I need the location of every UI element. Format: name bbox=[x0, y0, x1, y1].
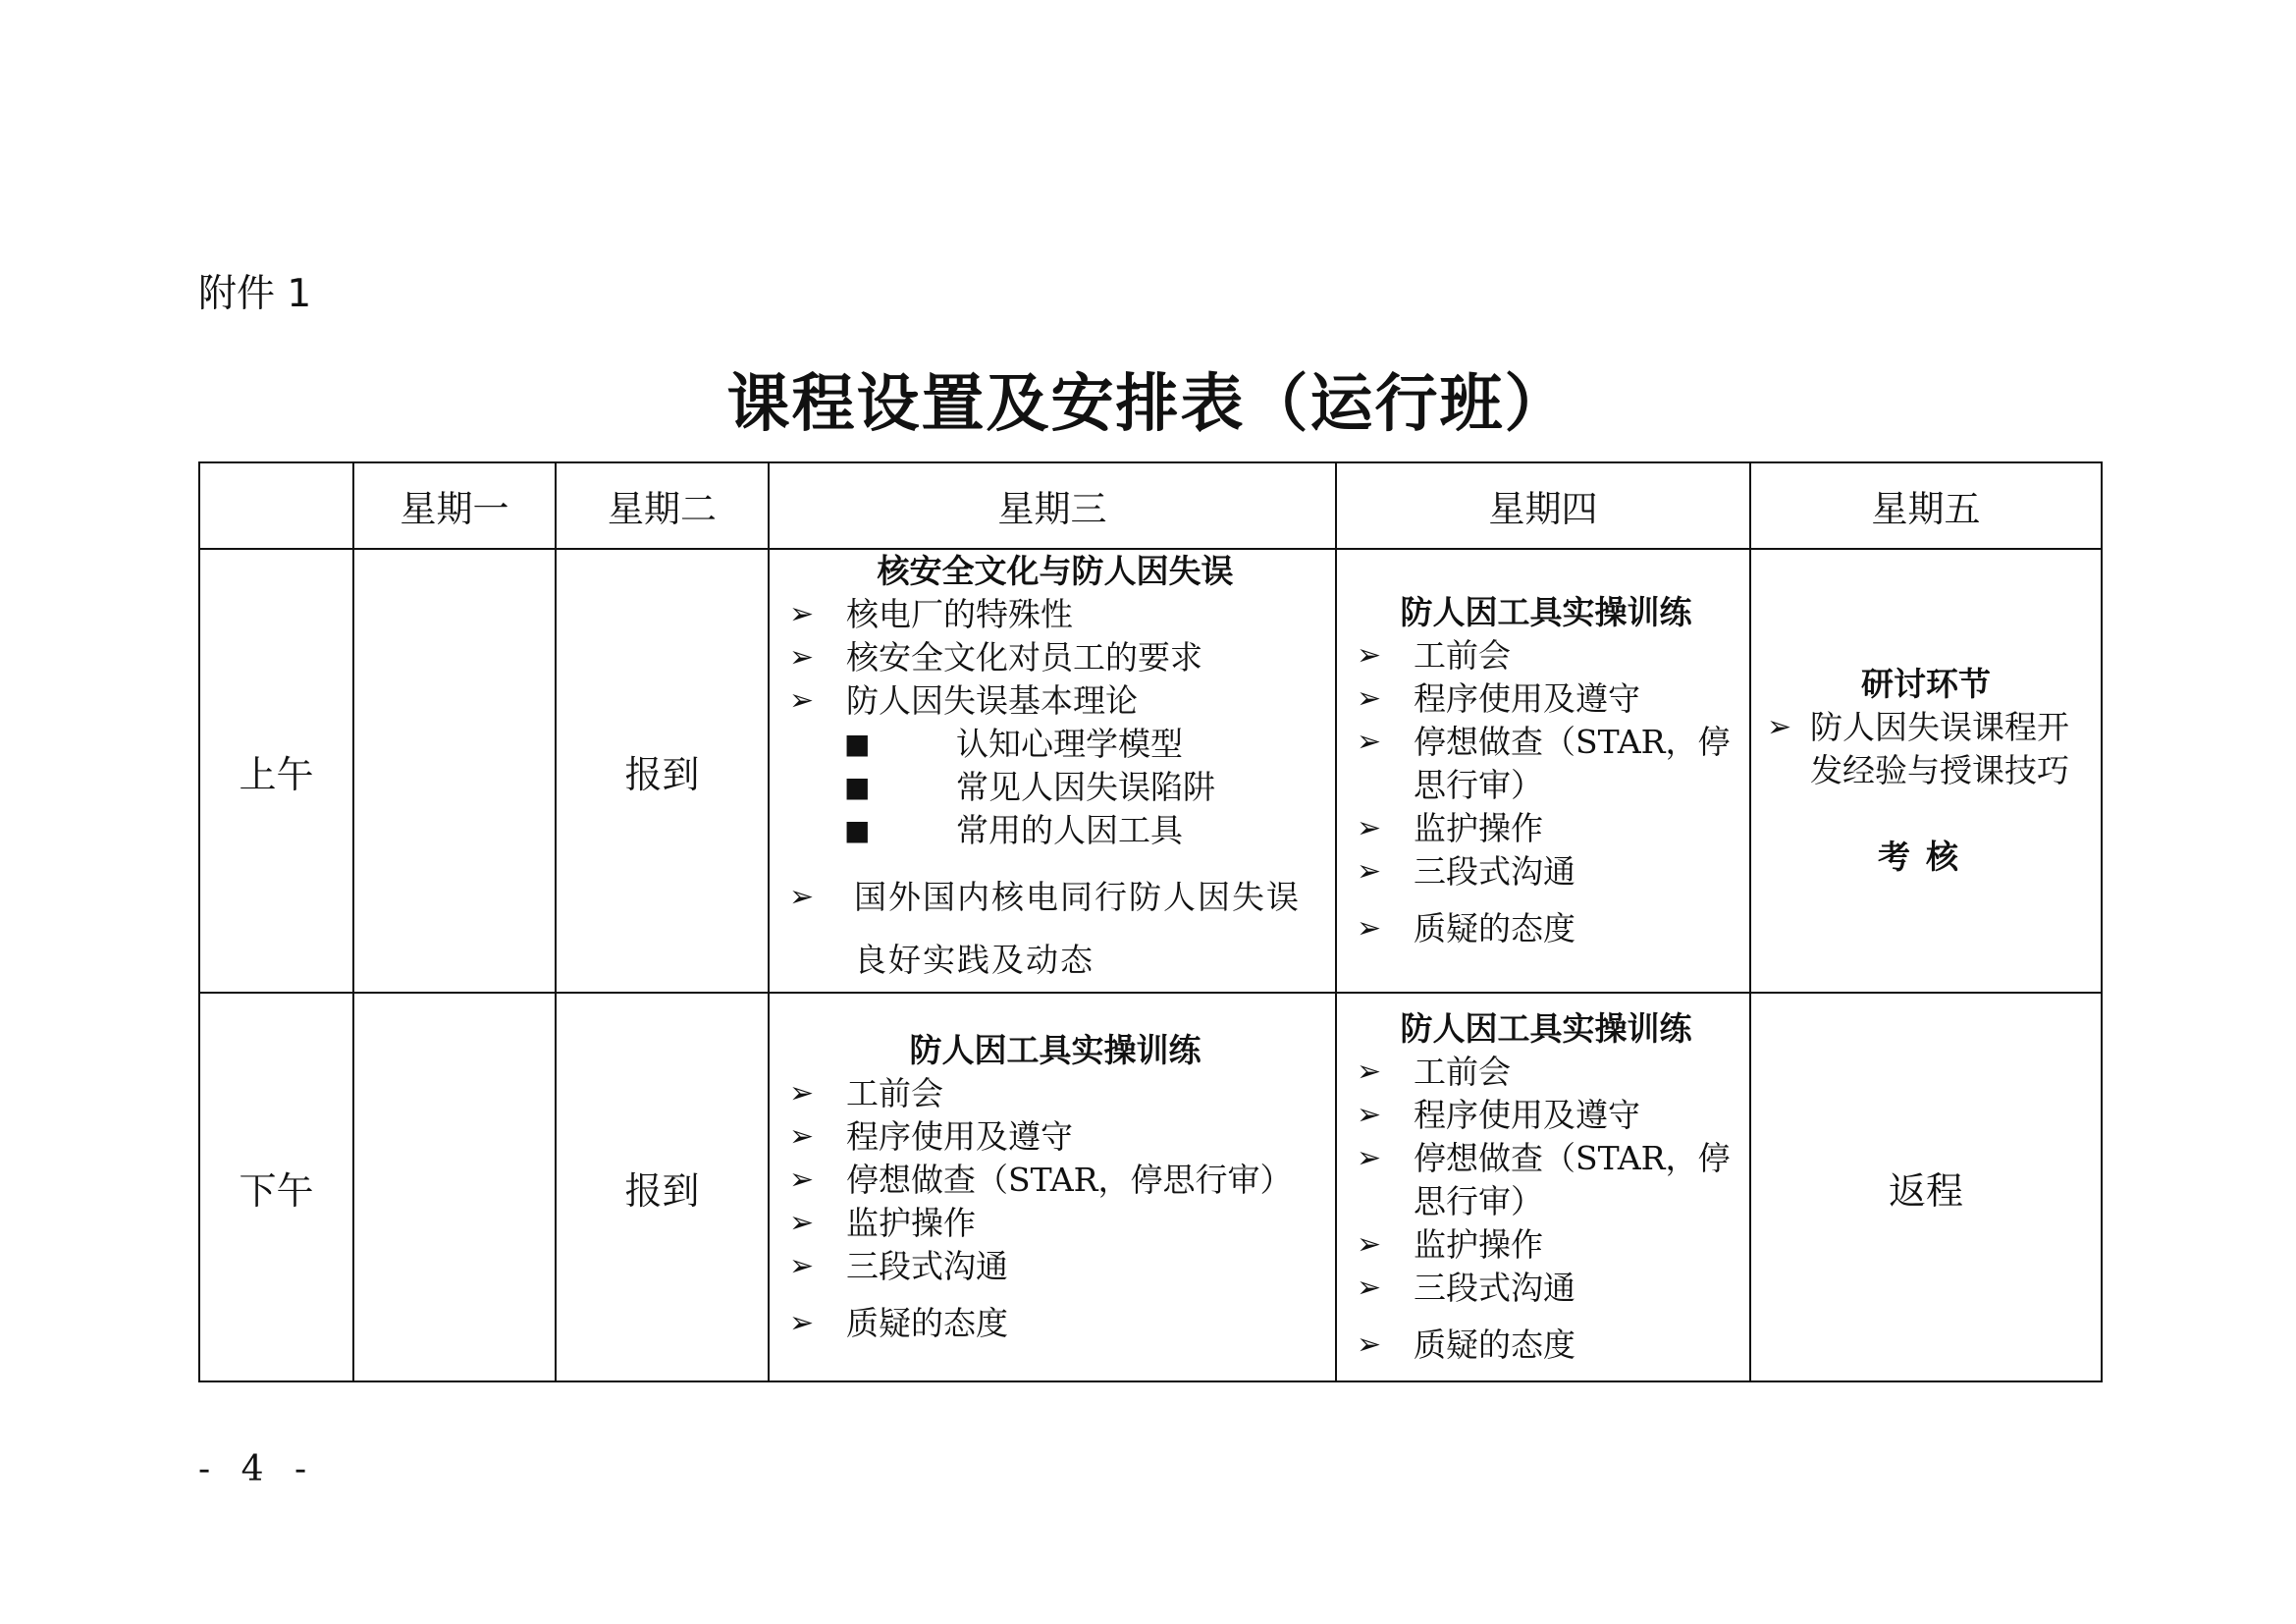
list-item: ➢ 三段式沟通 bbox=[789, 1245, 1321, 1288]
arrow-bullet-icon: ➢ bbox=[789, 1249, 815, 1283]
afternoon-wednesday bbox=[769, 993, 1336, 1381]
afternoon-thursday bbox=[1336, 993, 1750, 1381]
arrow-bullet-icon: ➢ bbox=[1357, 1327, 1382, 1362]
arrow-bullet-icon: ➢ bbox=[789, 1206, 815, 1240]
course-title: 核安全文化与防人因失误 bbox=[877, 552, 1234, 590]
list-item: ➢ 质疑的态度 bbox=[789, 1302, 1321, 1345]
arrow-bullet-icon: ➢ bbox=[789, 640, 815, 675]
arrow-bullet-icon: ➢ bbox=[789, 597, 815, 631]
list-item: ➢ 工前会 bbox=[1357, 634, 1735, 677]
list-item: ➢ 防人因失误课程开发经验与授课技巧 bbox=[1767, 708, 2069, 789]
arrow-bullet-icon: ➢ bbox=[1357, 681, 1382, 716]
arrow-bullet-icon: ➢ bbox=[1357, 638, 1382, 673]
square-bullet-icon: ■ bbox=[844, 814, 871, 846]
list-item: ➢ 防人因失误基本理论 bbox=[789, 679, 1321, 723]
course-title: 防人因工具实操训练 bbox=[909, 1031, 1201, 1069]
arrow-bullet-icon: ➢ bbox=[1357, 725, 1382, 759]
afternoon-label: 下午 bbox=[199, 993, 353, 1381]
list-item: ➢ 监护操作 bbox=[1357, 807, 1735, 850]
arrow-bullet-icon: ➢ bbox=[1767, 710, 1792, 744]
morning-wednesday bbox=[769, 549, 1336, 993]
morning-monday bbox=[353, 549, 556, 993]
arrow-bullet-icon: ➢ bbox=[789, 1119, 815, 1154]
list-item: ➢ 程序使用及遵守 bbox=[789, 1115, 1321, 1159]
sub-list-item: ■ 常见人因失误陷阱 bbox=[789, 766, 1321, 809]
list-item: ➢ 监护操作 bbox=[1357, 1223, 1735, 1267]
afternoon-row bbox=[199, 993, 2102, 1381]
list-item: ➢ 工前会 bbox=[789, 1072, 1321, 1115]
arrow-bullet-icon: ➢ bbox=[1357, 1227, 1382, 1262]
afternoon-monday bbox=[353, 993, 556, 1381]
list-item: ➢ 停想做查（STAR，停思行审） bbox=[1357, 1139, 1731, 1220]
schedule-table bbox=[198, 461, 2103, 1382]
morning-label: 上午 bbox=[199, 549, 353, 993]
afternoon-tuesday: 报到 bbox=[556, 993, 769, 1381]
list-item: ➢ 监护操作 bbox=[789, 1202, 1321, 1245]
square-bullet-icon: ■ bbox=[844, 728, 871, 760]
arrow-bullet-icon: ➢ bbox=[1357, 1098, 1382, 1132]
list-item: ➢ 三段式沟通 bbox=[1357, 1267, 1735, 1310]
header-monday: 星期一 bbox=[353, 462, 556, 549]
header-wednesday: 星期三 bbox=[769, 462, 1336, 549]
morning-tuesday: 报到 bbox=[556, 549, 769, 993]
arrow-bullet-icon: ➢ bbox=[789, 683, 815, 718]
arrow-bullet-icon: ➢ bbox=[1357, 811, 1382, 845]
square-bullet-icon: ■ bbox=[844, 771, 871, 803]
header-friday: 星期五 bbox=[1750, 462, 2102, 549]
header-empty bbox=[199, 462, 353, 549]
arrow-bullet-icon: ➢ bbox=[1357, 911, 1382, 946]
header-row bbox=[199, 462, 2102, 549]
exam-label: 考核 bbox=[1878, 838, 1974, 876]
page-title: 课程设置及安排表（运行班） bbox=[726, 367, 1570, 441]
arrow-bullet-icon: ➢ bbox=[1357, 1141, 1382, 1175]
arrow-bullet-icon: ➢ bbox=[789, 1163, 815, 1197]
list-item: ➢ 国外国内核电同行防人因失误良好实践及动态 bbox=[789, 866, 1321, 992]
course-title: 防人因工具实操训练 bbox=[1400, 593, 1692, 631]
attachment-label: 附件 1 bbox=[198, 272, 312, 316]
morning-friday bbox=[1750, 549, 2102, 993]
list-item: ➢ 程序使用及遵守 bbox=[1357, 1094, 1735, 1137]
list-item: ➢ 停想做查（STAR，停思行审） bbox=[789, 1159, 1321, 1202]
arrow-bullet-icon: ➢ bbox=[1357, 854, 1382, 889]
list-item: ➢ 质疑的态度 bbox=[1357, 1324, 1735, 1367]
seminar-title: 研讨环节 bbox=[1861, 665, 1991, 703]
list-item: ➢ 核电厂的特殊性 bbox=[789, 593, 1321, 636]
sub-list-item: ■ 常用的人因工具 bbox=[789, 809, 1321, 852]
list-item: ➢ 程序使用及遵守 bbox=[1357, 677, 1735, 721]
afternoon-friday: 返程 bbox=[1750, 993, 2102, 1381]
list-item: ➢ 三段式沟通 bbox=[1357, 850, 1735, 893]
arrow-bullet-icon: ➢ bbox=[789, 880, 815, 914]
morning-row bbox=[199, 549, 2102, 993]
morning-thursday bbox=[1336, 549, 1750, 993]
list-item: ➢ 核安全文化对员工的要求 bbox=[789, 636, 1321, 679]
header-thursday: 星期四 bbox=[1336, 462, 1750, 549]
list-item: ➢ 质疑的态度 bbox=[1357, 907, 1735, 950]
arrow-bullet-icon: ➢ bbox=[789, 1076, 815, 1110]
list-item: ➢ 工前会 bbox=[1357, 1051, 1735, 1094]
arrow-bullet-icon: ➢ bbox=[1357, 1271, 1382, 1305]
page-number: - 4 - bbox=[198, 1449, 317, 1489]
sub-list-item: ■ 认知心理学模型 bbox=[789, 723, 1321, 766]
arrow-bullet-icon: ➢ bbox=[1357, 1055, 1382, 1089]
course-title: 防人因工具实操训练 bbox=[1400, 1009, 1692, 1048]
arrow-bullet-icon: ➢ bbox=[789, 1306, 815, 1340]
header-tuesday: 星期二 bbox=[556, 462, 769, 549]
list-item: ➢ 停想做查（STAR，停思行审） bbox=[1357, 723, 1731, 804]
